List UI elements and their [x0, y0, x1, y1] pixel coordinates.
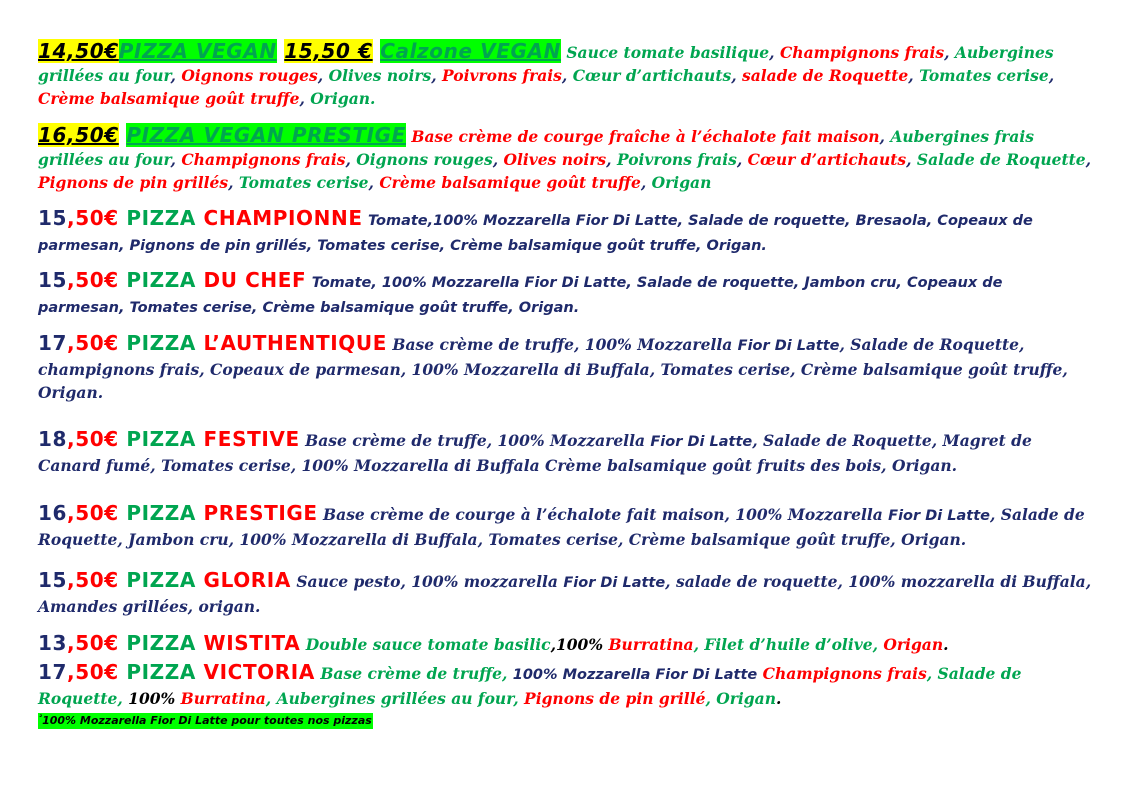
price-vegan: 14,50€	[38, 39, 119, 63]
price-cents: ,50€	[67, 331, 119, 355]
menu-item-wistita	[38, 632, 1093, 656]
ingredient-text: ,	[1085, 150, 1092, 169]
price-euros: 15	[38, 568, 68, 592]
price-cents: ,50€	[67, 660, 119, 684]
ingredient-text: ,	[705, 689, 717, 708]
price-euros: 18	[38, 427, 68, 451]
ingredient-text: Cœur d’artichauts	[747, 150, 907, 169]
ingredient-text: Pignons de pin grillé	[524, 689, 706, 708]
menu-item-victoria	[38, 661, 1093, 710]
label-pizza: PIZZA	[126, 268, 196, 292]
price-cents: ,50€	[67, 268, 119, 292]
ingredient-text: ,	[492, 150, 504, 169]
ingredient-text: ,	[731, 66, 743, 85]
ingredient-text: ,	[640, 173, 652, 192]
name-du-chef: DU CHEF	[203, 268, 307, 292]
ingredient-text: ,	[431, 66, 443, 85]
label-pizza: PIZZA	[126, 501, 196, 525]
price-authentique	[38, 331, 119, 355]
ingredient-text: ,	[769, 43, 780, 62]
footnote-text: 100% Mozzarella Fior Di Latte pour toutes nos pizzas	[42, 714, 372, 727]
ingredient-text: Olives noirs	[328, 66, 432, 85]
desc-authentique-b: , Salade de Roquette, champignons frais, Copeaux de parmesan, 100% Mozzarella di Buffala, Tomates cerise, Crème balsamique goût truffe, Origan.	[38, 335, 1068, 402]
price-cents: ,50€	[67, 501, 119, 525]
label-pizza: PIZZA	[126, 206, 196, 230]
ingredient-text: .	[943, 635, 949, 654]
price-gloria	[38, 568, 119, 592]
desc-gloria-b: , salade de roquette, 100% mozzarella di Buffala, Amandes grillées, origan.	[38, 572, 1092, 616]
name-vegan: PIZZA VEGAN	[118, 39, 277, 63]
ingredient-text: 100%	[128, 689, 181, 708]
ingredient-text: Cœur d’artichauts	[572, 66, 732, 85]
ingredient-text: ,	[736, 150, 748, 169]
ingredient-text: ,	[906, 150, 917, 169]
ingredient-text: Aubergines grillées au four	[276, 689, 514, 708]
menu-item-authentique	[38, 332, 1093, 404]
desc-wistita	[306, 635, 949, 654]
ingredient-text: ,	[170, 66, 182, 85]
price-prestige	[38, 501, 119, 525]
desc-prestige-b: , Salade de Roquette, Jambon cru, 100% Mozzarella di Buffala, Tomates cerise, Crème balsamique goût truffe, Origan.	[38, 505, 1085, 549]
ingredient-text: ,	[117, 689, 129, 708]
desc-prestige-fdl: Fior Di Latte	[888, 508, 990, 524]
ingredient-text: Salade de Roquette	[916, 150, 1086, 169]
ingredient-text: Origan	[716, 689, 776, 708]
ingredient-text: Oignons rouges	[356, 150, 493, 169]
ingredient-text: Champignons frais	[181, 150, 346, 169]
ingredient-text: Salade de Roquette	[38, 664, 1022, 708]
menu-item-prestige	[38, 502, 1093, 551]
menu-item-vegan	[38, 40, 1093, 110]
ingredient-text: Olives noirs	[503, 150, 607, 169]
price-cents: ,50€	[67, 631, 119, 655]
label-pizza: PIZZA	[126, 660, 196, 684]
price-calzone-vegan: 15,50 €	[284, 39, 373, 63]
label-pizza: PIZZA	[126, 331, 196, 355]
ingredient-text: Tomates cerise	[238, 173, 369, 192]
ingredient-text: ,	[944, 43, 955, 62]
ingredient-text: Burratina	[608, 635, 694, 654]
ingredient-text: ,	[299, 89, 311, 108]
ingredient-text: Oignons rouges	[181, 66, 318, 85]
ingredient-text: ,	[513, 689, 525, 708]
name-prestige: PRESTIGE	[203, 501, 318, 525]
ingredient-text: salade de Roquette	[742, 66, 909, 85]
ingredient-text: ,	[170, 150, 182, 169]
ingredient-text: Champignons frais	[779, 43, 945, 62]
name-victoria: VICTORIA	[203, 660, 315, 684]
name-festive: FESTIVE	[203, 427, 300, 451]
label-pizza: PIZZA	[126, 568, 196, 592]
ingredient-text: Origan	[883, 635, 944, 654]
price-euros: 15	[38, 206, 68, 230]
ingredient-text: ,	[265, 689, 277, 708]
ingredient-text: Base crème de courge fraîche à l’échalote fait maison	[411, 127, 880, 146]
ingredient-text: ,	[606, 150, 617, 169]
name-vegan-prestige: PIZZA VEGAN PRESTIGE	[126, 123, 406, 147]
ingredient-text: Crème balsamique goût truffe	[379, 173, 641, 192]
price-euros: 17	[38, 660, 68, 684]
price-cents: ,50€	[67, 568, 119, 592]
footnote	[38, 713, 373, 729]
price-vegan-prestige: 16,50€	[38, 123, 119, 147]
desc-festive-b: , Salade de Roquette, Magret de Canard fumé, Tomates cerise, 100% Mozzarella di Buffala Crème balsamique goût fruits des bois, Origan.	[38, 431, 1032, 475]
ingredient-text: Origan.	[310, 89, 376, 108]
ingredient-text: Aubergines grillées au four	[38, 43, 1054, 85]
ingredient-text: ,	[368, 173, 380, 192]
ingredient-text: Sauce tomate basilique	[566, 43, 770, 62]
ingredient-text: Aubergines frais grillées au four	[38, 127, 1034, 169]
footnote-marker: ²	[39, 713, 43, 722]
price-festive	[38, 427, 119, 451]
ingredient-text: Filet d’huile d’olive	[704, 635, 873, 654]
desc-festive-a: Base crème de truffe, 100% Mozzarella	[305, 431, 651, 450]
ingredient-text: ,	[693, 635, 705, 654]
ingredient-text: ,	[228, 173, 239, 192]
ingredient-text: Poivrons frais	[616, 150, 737, 169]
desc-prestige-a: Base crème de courge à l’échalote fait maison, 100% Mozzarella	[323, 505, 889, 524]
price-euros: 13	[38, 631, 68, 655]
ingredient-text: ,	[317, 66, 329, 85]
menu-item-gloria	[38, 569, 1093, 618]
desc-championne: Tomate,100% Mozzarella Fior Di Latte, Salade de roquette, Bresaola, Copeaux de parmesan, Pignons de pin grillés, Tomates cerise, Crème balsamique goût truffe, Origan.	[38, 213, 1033, 254]
price-euros: 15	[38, 268, 68, 292]
price-championne	[38, 206, 119, 230]
ingredient-text: ,	[1048, 66, 1055, 85]
name-calzone-vegan: Calzone VEGAN	[380, 39, 561, 63]
name-authentique: L’AUTHENTIQUE	[203, 331, 387, 355]
menu-item-du-chef	[38, 269, 1093, 320]
name-wistita: WISTITA	[203, 631, 301, 655]
desc-du-chef: Tomate, 100% Mozzarella Fior Di Latte, Salade de roquette, Jambon cru, Copeaux de parmesan, Tomates cerise, Crème balsamique goût truffe, Origan.	[38, 275, 1003, 316]
ingredient-text: Pignons de pin grillés	[38, 173, 229, 192]
desc-authentique-a: Base crème de truffe, 100% Mozzarella	[392, 335, 738, 354]
ingredient-text: ,	[908, 66, 920, 85]
name-gloria: GLORIA	[203, 568, 291, 592]
ingredient-text: Burratina	[180, 689, 266, 708]
menu-item-championne	[38, 207, 1093, 258]
ingredient-text: ,	[879, 127, 891, 146]
ingredient-text: 100% Mozzarella Fior Di Latte	[512, 667, 758, 683]
ingredient-text: .	[775, 689, 782, 708]
menu-item-festive	[38, 428, 1093, 477]
price-cents: ,50€	[67, 427, 119, 451]
desc-festive-fdl: Fior Di Latte	[650, 434, 753, 450]
price-euros: 16	[38, 501, 68, 525]
label-pizza: PIZZA	[126, 427, 196, 451]
ingredient-text: Base crème de truffe,	[320, 664, 513, 683]
desc-authentique-fdl: Fior Di Latte	[737, 338, 840, 354]
ingredient-text: ,	[872, 635, 884, 654]
label-pizza: PIZZA	[126, 631, 196, 655]
price-cents: ,50€	[67, 206, 119, 230]
ingredient-text: Crème balsamique goût truffe	[38, 89, 300, 108]
price-victoria	[38, 660, 119, 684]
ingredient-text: ,	[345, 150, 357, 169]
ingredient-text: ,	[561, 66, 573, 85]
price-euros: 17	[38, 331, 68, 355]
price-du-chef	[38, 268, 119, 292]
ingredient-text: Tomates cerise	[919, 66, 1049, 85]
price-wistita	[38, 631, 119, 655]
desc-gloria-a: Sauce pesto, 100% mozzarella	[296, 572, 564, 591]
ingredient-text: Champignons frais	[762, 664, 927, 683]
ingredient-text: Poivrons frais	[442, 66, 562, 85]
name-championne: CHAMPIONNE	[203, 206, 363, 230]
ingredient-text: Origan	[651, 173, 712, 192]
ingredient-text: ,100%	[550, 635, 609, 654]
menu-item-vegan-prestige	[38, 124, 1093, 194]
ingredient-text: Double sauce tomate basilic	[305, 635, 551, 654]
desc-gloria-fdl: Fior Di Latte	[563, 575, 666, 591]
ingredient-text: ,	[926, 664, 938, 683]
